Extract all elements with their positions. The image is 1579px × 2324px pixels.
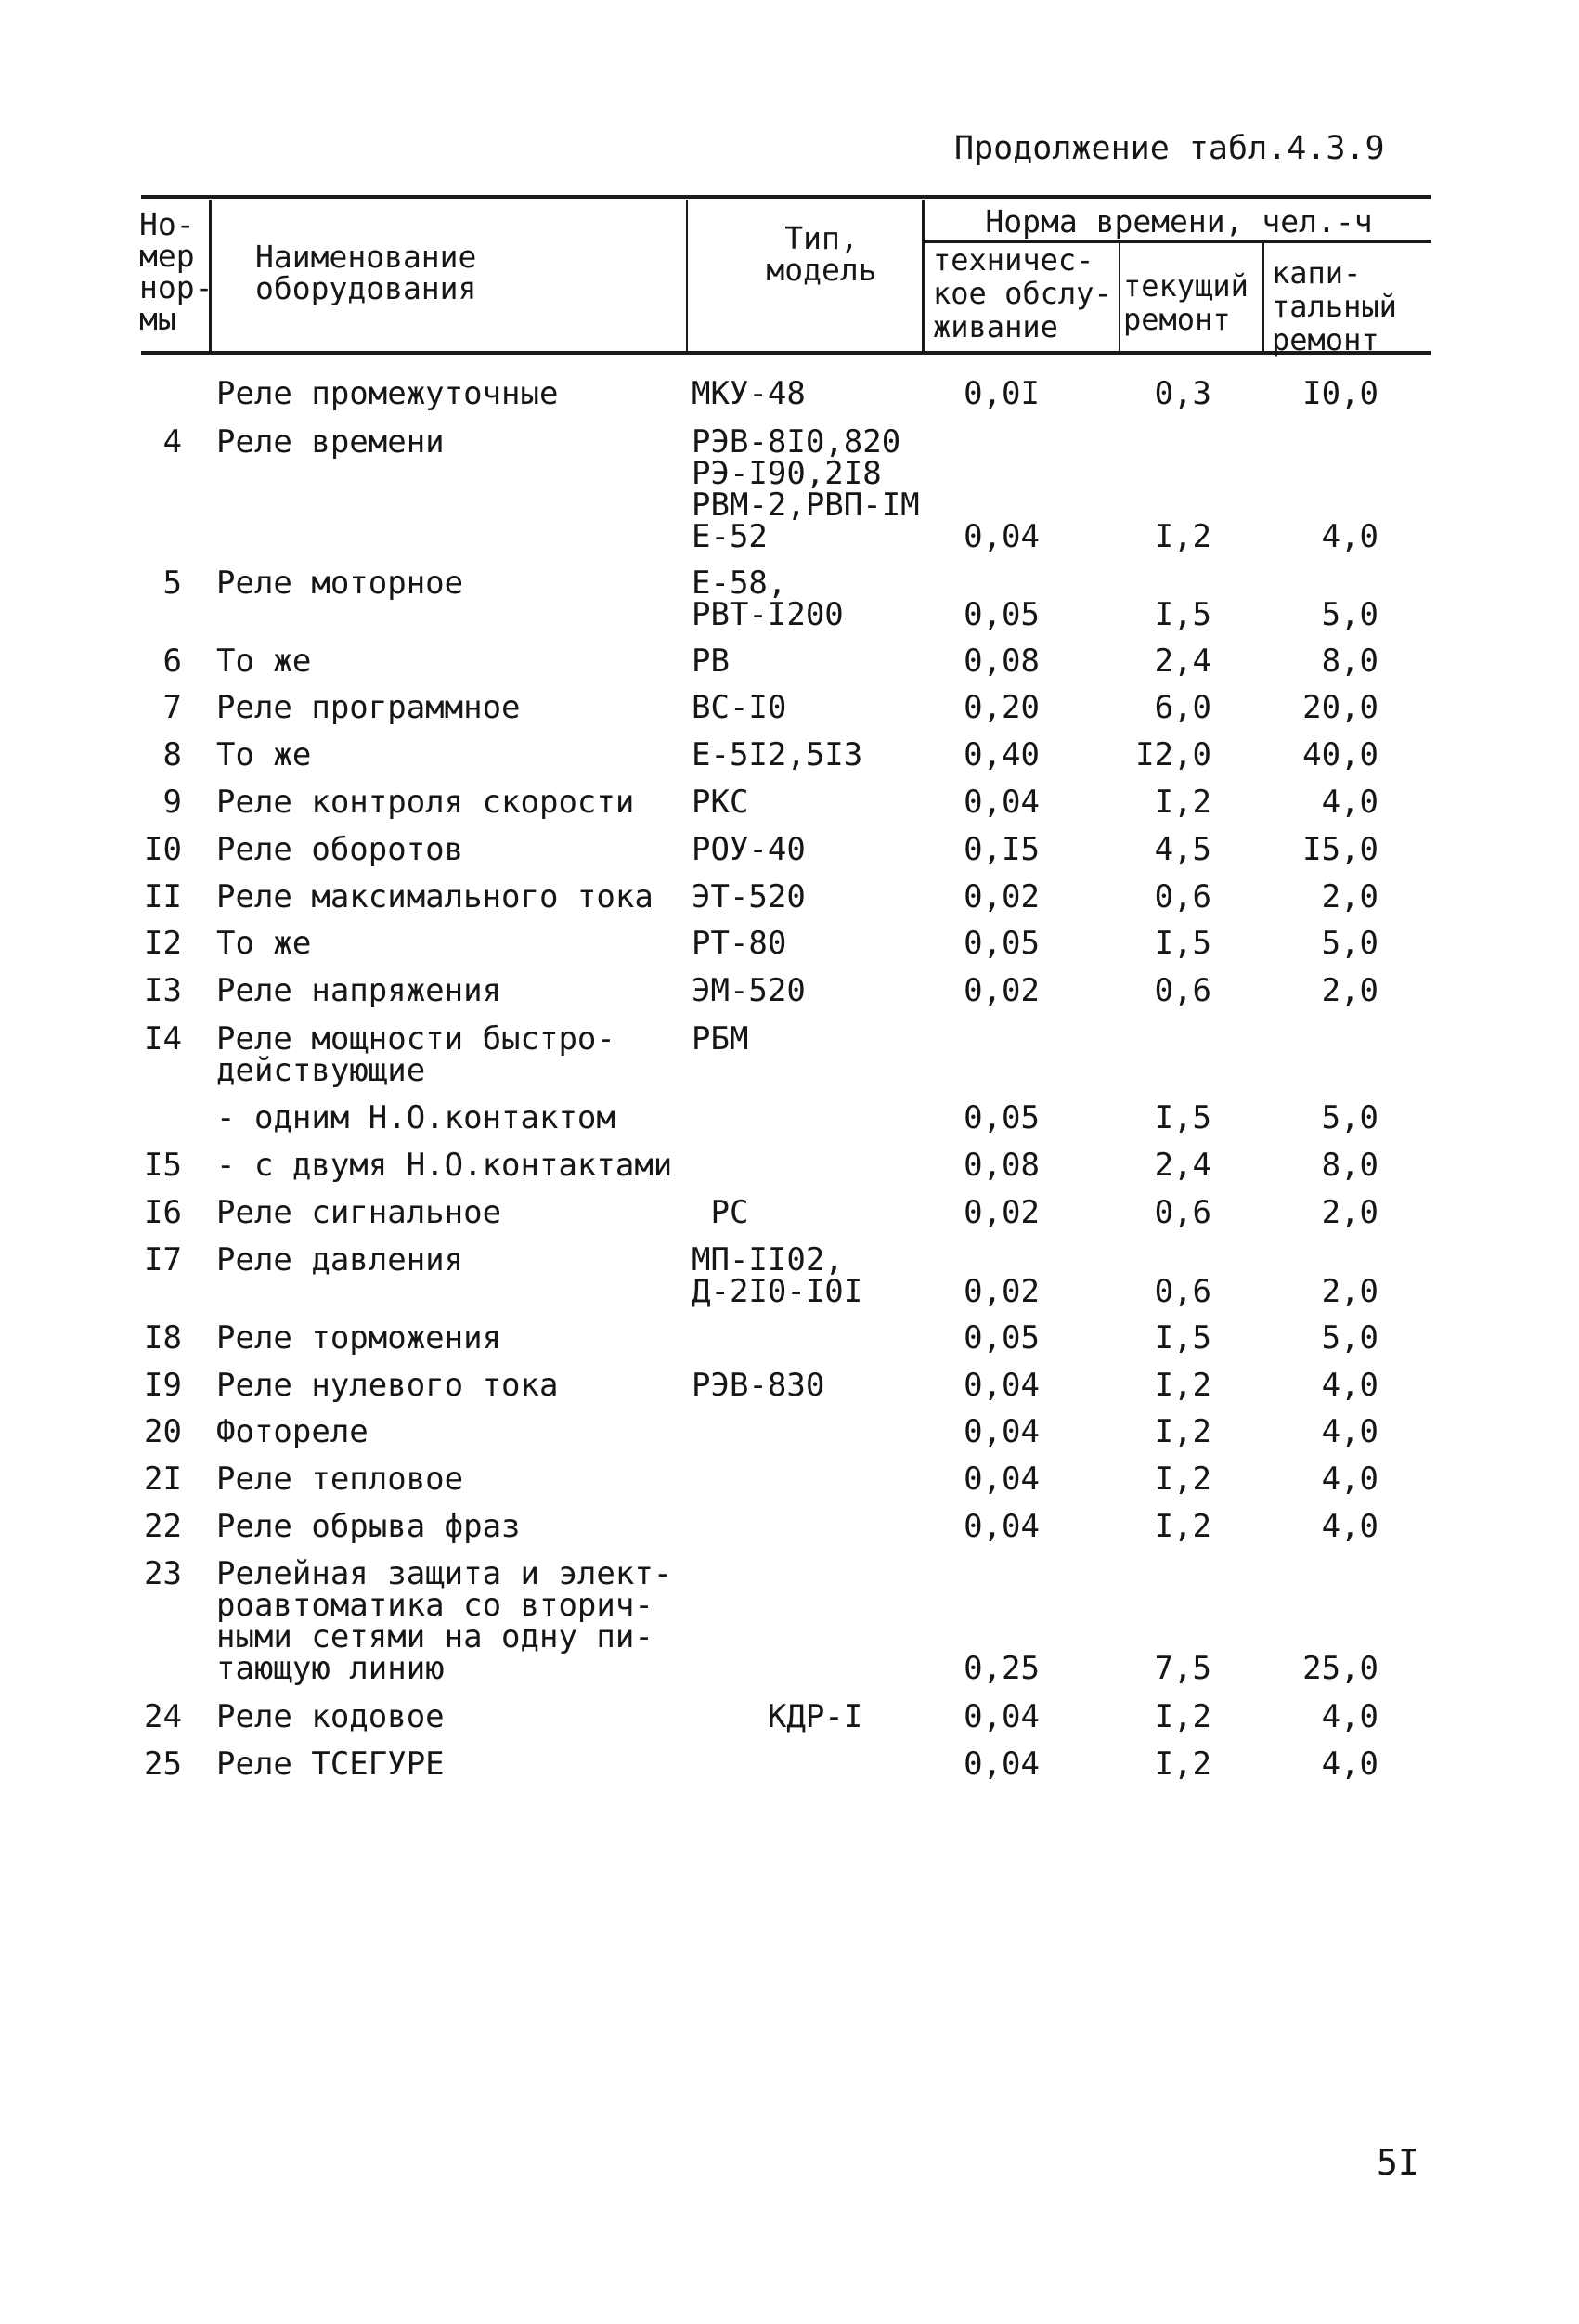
- row-number: I7: [144, 1241, 182, 1279]
- row-number: I2: [144, 925, 182, 962]
- row-number: I0: [144, 831, 182, 868]
- row-capital-repair: 20,0: [1302, 689, 1378, 726]
- row-number: 4: [162, 423, 182, 461]
- row-current-repair: 6,0: [1154, 689, 1211, 726]
- row-name: Реле моторное: [216, 565, 464, 602]
- row-maintenance: 0,25: [964, 1650, 1040, 1687]
- row-capital-repair: 4,0: [1321, 518, 1378, 555]
- row-number: 8: [162, 736, 182, 773]
- row-name: То же: [216, 643, 312, 680]
- row-name: Реле контроля скорости: [216, 784, 635, 821]
- row-current-repair: 0,6: [1154, 1194, 1211, 1231]
- row-type: РЭВ-8I0,820 РЭ-I90,2I8 РВМ-2,РВП-IМ Е-52: [692, 423, 920, 555]
- row-capital-repair: 2,0: [1321, 878, 1378, 915]
- row-current-repair: 2,4: [1154, 1147, 1211, 1184]
- row-type: ЭТ-520: [692, 878, 806, 915]
- row-type: ВС-I0: [692, 689, 787, 726]
- row-current-repair: I,5: [1154, 925, 1211, 962]
- header-top-rule: [141, 195, 1431, 199]
- row-capital-repair: 4,0: [1321, 1746, 1378, 1783]
- row-maintenance: 0,I5: [964, 831, 1040, 868]
- row-number: 24: [144, 1698, 182, 1735]
- row-number: 6: [162, 643, 182, 680]
- row-capital-repair: 4,0: [1321, 1461, 1378, 1498]
- table-caption: Продолжение табл.4.3.9: [954, 130, 1385, 167]
- row-maintenance: 0,04: [964, 1413, 1040, 1450]
- row-maintenance: 0,05: [964, 1319, 1040, 1357]
- row-name: Реле промежуточные: [216, 375, 559, 412]
- col-divider-3: [922, 200, 925, 353]
- row-number: 7: [162, 689, 182, 726]
- row-maintenance: 0,0I: [964, 375, 1040, 412]
- row-number: I5: [144, 1147, 182, 1184]
- row-current-repair: I,2: [1154, 1413, 1211, 1450]
- row-type: РЭВ-830: [692, 1367, 825, 1404]
- row-type: РС: [692, 1194, 749, 1231]
- row-maintenance: 0,04: [964, 784, 1040, 821]
- header-capital-repair: капи- тальный ремонт: [1272, 255, 1397, 357]
- row-number: 23: [144, 1555, 182, 1592]
- row-name: - с двумя Н.О.контактами: [216, 1147, 673, 1184]
- row-type: МП-II02, Д-2I0-I0I: [692, 1241, 863, 1310]
- row-current-repair: 2,4: [1154, 643, 1211, 680]
- row-type: РВ: [692, 643, 730, 680]
- row-capital-repair: 2,0: [1321, 1273, 1378, 1310]
- row-maintenance: 0,04: [964, 1746, 1040, 1783]
- row-current-repair: 7,5: [1154, 1650, 1211, 1687]
- row-capital-repair: 5,0: [1321, 1099, 1378, 1136]
- row-number: I4: [144, 1020, 182, 1058]
- row-capital-repair: 5,0: [1321, 1319, 1378, 1357]
- row-current-repair: 0,6: [1154, 878, 1211, 915]
- row-current-repair: I,5: [1154, 1319, 1211, 1357]
- row-capital-repair: I0,0: [1302, 375, 1378, 412]
- row-capital-repair: 4,0: [1321, 1698, 1378, 1735]
- row-type: РОУ-40: [692, 831, 806, 868]
- row-current-repair: I,2: [1154, 1746, 1211, 1783]
- row-number: 25: [144, 1746, 182, 1783]
- row-capital-repair: 5,0: [1321, 596, 1378, 633]
- row-name: Реле кодовое: [216, 1698, 445, 1735]
- row-number: 20: [144, 1413, 182, 1450]
- page-number: 5I: [1377, 2142, 1419, 2183]
- row-current-repair: I,5: [1154, 1099, 1211, 1136]
- header-maintenance: техничес- кое обслу- живание: [933, 242, 1112, 344]
- row-name: - одним Н.О.контактом: [216, 1099, 615, 1136]
- row-current-repair: I,2: [1154, 518, 1211, 555]
- row-maintenance: 0,02: [964, 1194, 1040, 1231]
- row-maintenance: 0,08: [964, 1147, 1040, 1184]
- row-type: КДР-I: [692, 1698, 863, 1735]
- row-name: Реле тепловое: [216, 1461, 464, 1498]
- row-capital-repair: 4,0: [1321, 1413, 1378, 1450]
- col-divider-5: [1262, 243, 1264, 351]
- row-current-repair: 0,6: [1154, 1273, 1211, 1310]
- row-maintenance: 0,04: [964, 1698, 1040, 1735]
- row-maintenance: 0,20: [964, 689, 1040, 726]
- row-current-repair: I,2: [1154, 784, 1211, 821]
- row-current-repair: 0,6: [1154, 972, 1211, 1009]
- row-type: РКС: [692, 784, 749, 821]
- row-maintenance: 0,02: [964, 972, 1040, 1009]
- row-capital-repair: I5,0: [1302, 831, 1378, 868]
- row-current-repair: I,5: [1154, 596, 1211, 633]
- row-number: 5: [162, 565, 182, 602]
- row-type: РТ-80: [692, 925, 787, 962]
- row-number: I6: [144, 1194, 182, 1231]
- row-current-repair: 0,3: [1154, 375, 1211, 412]
- row-name: Релейная защита и элект- роавтоматика со вторич- ными сетями на одну пи- тающую линию: [216, 1555, 673, 1687]
- row-current-repair: I,2: [1154, 1698, 1211, 1735]
- header-number: Но- мер нор- мы: [139, 206, 214, 337]
- row-capital-repair: 4,0: [1321, 1508, 1378, 1545]
- row-capital-repair: 5,0: [1321, 925, 1378, 962]
- row-maintenance: 0,04: [964, 518, 1040, 555]
- row-name: Реле оборотов: [216, 831, 464, 868]
- col-divider-2: [686, 200, 688, 353]
- row-maintenance: 0,05: [964, 1099, 1040, 1136]
- row-maintenance: 0,04: [964, 1461, 1040, 1498]
- row-name: Реле обрыва фраз: [216, 1508, 521, 1545]
- row-number: 2I: [144, 1461, 182, 1498]
- col-divider-4: [1119, 243, 1120, 351]
- row-capital-repair: 4,0: [1321, 784, 1378, 821]
- row-name: Реле нулевого тока: [216, 1367, 559, 1404]
- row-name: Фотореле: [216, 1413, 369, 1450]
- header-name: Наименование оборудования: [255, 239, 477, 306]
- row-capital-repair: 8,0: [1321, 1147, 1378, 1184]
- header-norm-group: Норма времени, чел.-ч: [985, 203, 1373, 240]
- row-number: 22: [144, 1508, 182, 1545]
- row-current-repair: I,2: [1154, 1508, 1211, 1545]
- row-type: ЭМ-520: [692, 972, 806, 1009]
- row-capital-repair: 25,0: [1302, 1650, 1378, 1687]
- row-type: Е-58, РВТ-I200: [692, 565, 844, 633]
- row-maintenance: 0,04: [964, 1508, 1040, 1545]
- header-current-repair: текущий ремонт: [1123, 268, 1249, 337]
- row-capital-repair: 40,0: [1302, 736, 1378, 773]
- row-maintenance: 0,08: [964, 643, 1040, 680]
- row-capital-repair: 2,0: [1321, 1194, 1378, 1231]
- row-type: Е-5I2,5I3: [692, 736, 863, 773]
- row-number: I3: [144, 972, 182, 1009]
- row-name: Реле сигнальное: [216, 1194, 502, 1231]
- row-name: То же: [216, 925, 312, 962]
- row-maintenance: 0,40: [964, 736, 1040, 773]
- row-maintenance: 0,02: [964, 878, 1040, 915]
- row-name: Реле программное: [216, 689, 521, 726]
- header-bottom-rule: [141, 351, 1431, 355]
- row-name: То же: [216, 736, 312, 773]
- row-type: РБМ: [692, 1020, 749, 1058]
- row-current-repair: I,2: [1154, 1367, 1211, 1404]
- row-current-repair: I2,0: [1135, 736, 1211, 773]
- row-name: Реле ТСЕГУРЕ: [216, 1746, 445, 1783]
- row-name: Реле времени: [216, 423, 445, 461]
- row-maintenance: 0,02: [964, 1273, 1040, 1310]
- row-number: 9: [162, 784, 182, 821]
- row-name: Реле давления: [216, 1241, 464, 1279]
- row-current-repair: I,2: [1154, 1461, 1211, 1498]
- row-name: Реле мощности быстро- действующие: [216, 1020, 615, 1089]
- row-maintenance: 0,05: [964, 596, 1040, 633]
- row-number: I8: [144, 1319, 182, 1357]
- row-number: I9: [144, 1367, 182, 1404]
- row-capital-repair: 2,0: [1321, 972, 1378, 1009]
- row-number: II: [144, 878, 182, 915]
- row-name: Реле напряжения: [216, 972, 502, 1009]
- row-current-repair: 4,5: [1154, 831, 1211, 868]
- row-maintenance: 0,04: [964, 1367, 1040, 1404]
- row-name: Реле максимального тока: [216, 878, 654, 915]
- row-type: МКУ-48: [692, 375, 806, 412]
- header-type: Тип, модель: [766, 220, 877, 288]
- row-maintenance: 0,05: [964, 925, 1040, 962]
- row-capital-repair: 4,0: [1321, 1367, 1378, 1404]
- row-capital-repair: 8,0: [1321, 643, 1378, 680]
- row-name: Реле торможения: [216, 1319, 502, 1357]
